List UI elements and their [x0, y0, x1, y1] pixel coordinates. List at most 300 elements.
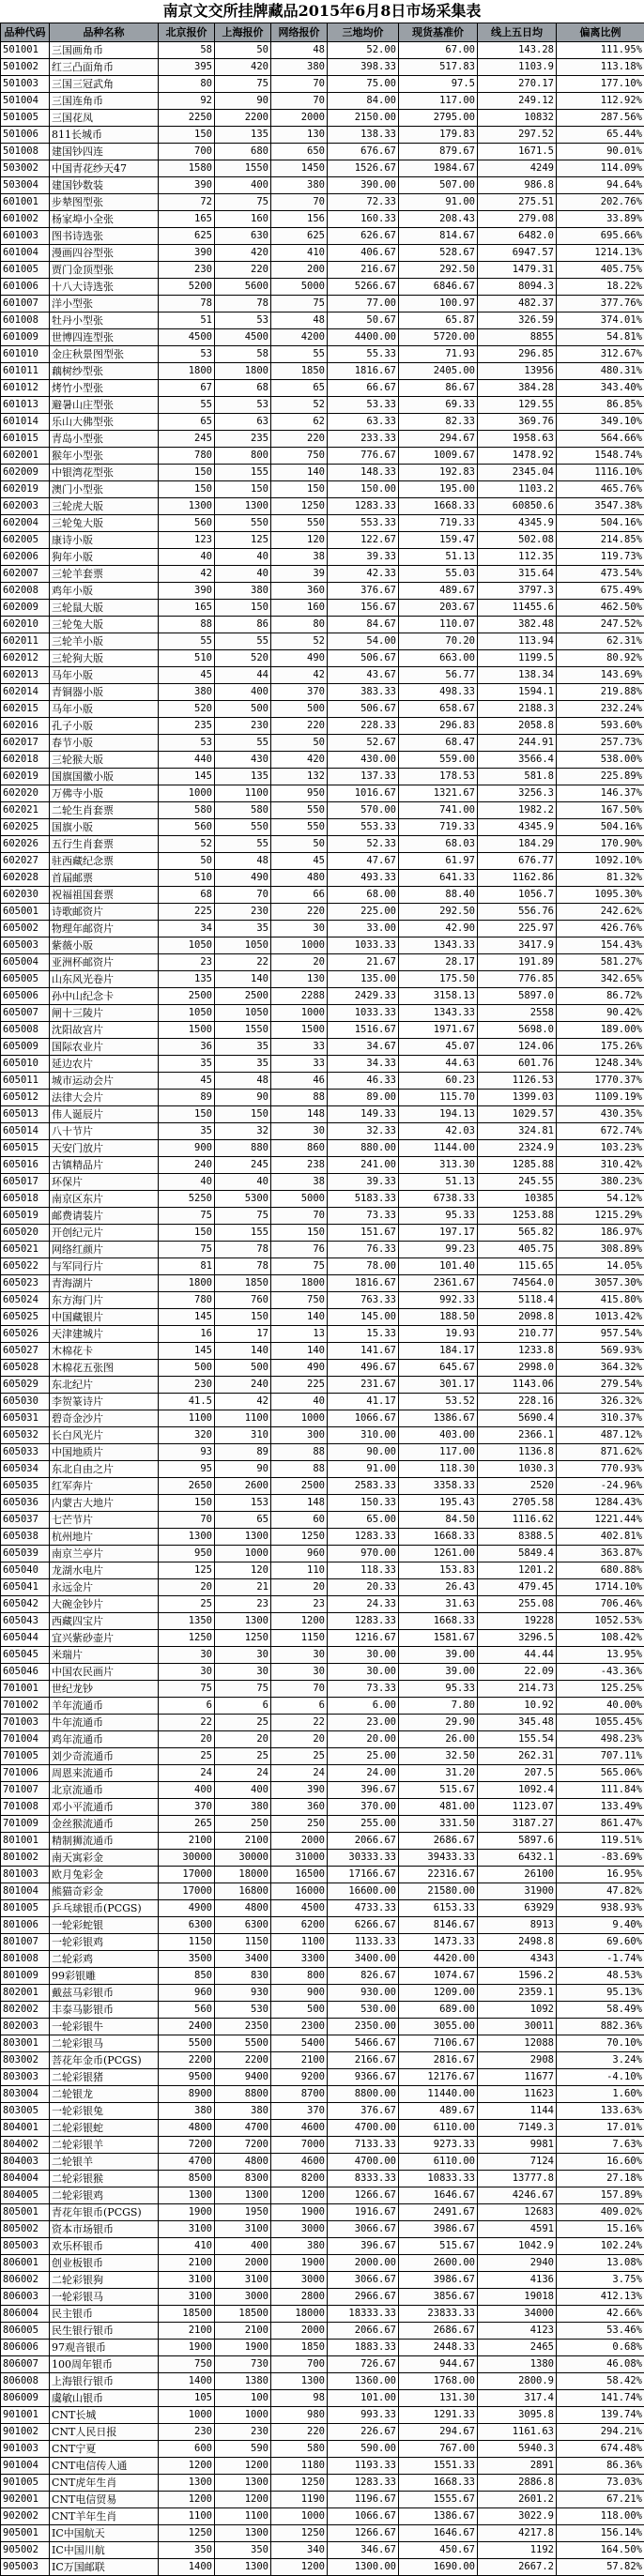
table-row [1, 414, 644, 431]
cell-base: 51.13 [399, 549, 478, 566]
cell-5day: 479.45 [478, 1579, 557, 1596]
cell-shanghai: 2600 [215, 1478, 271, 1495]
cell-deviation: 16.95% [557, 1867, 644, 1883]
cell-5day: 270.17 [478, 76, 557, 93]
cell-beijing: 370 [159, 1799, 215, 1816]
table-row [1, 667, 644, 684]
cell-avg: 506.67 [328, 701, 399, 718]
cell-code: 901005 [1, 2475, 50, 2492]
cell-shanghai: 86 [215, 617, 271, 633]
cell-5day: 384.28 [478, 380, 557, 397]
cell-code: 805001 [1, 2204, 50, 2221]
cell-deviation: 47.82% [557, 1883, 644, 1900]
cell-code: 602019 [1, 481, 50, 498]
cell-5day: 124.06 [478, 1039, 557, 1056]
cell-5day: 2324.9 [478, 1140, 557, 1157]
cell-shanghai: 4500 [215, 329, 271, 346]
cell-online: 480 [271, 870, 328, 887]
cell-shanghai: 8300 [215, 2171, 271, 2187]
cell-avg: 46.33 [328, 1073, 399, 1090]
cell-deviation: 430.35% [557, 1106, 644, 1123]
cell-base: 22316.67 [399, 1867, 478, 1883]
cell-shanghai: 1550 [215, 160, 271, 177]
cell-5day: 345.48 [478, 1715, 557, 1731]
cell-deviation: 118.00% [557, 2508, 644, 2525]
cell-code: 602001 [1, 448, 50, 465]
cell-shanghai: 40 [215, 566, 271, 583]
cell-online: 70 [271, 1208, 328, 1225]
cell-deviation: 310.37% [557, 1410, 644, 1427]
cell-beijing: 52 [159, 836, 215, 853]
cell-base: 658.67 [399, 701, 478, 718]
cell-avg: 52.00 [328, 42, 399, 59]
cell-avg: 17166.67 [328, 1867, 399, 1883]
cell-5day: 214.73 [478, 1681, 557, 1698]
table-row [1, 1546, 644, 1562]
cell-base: 1971.67 [399, 1022, 478, 1039]
cell-5day: 44.44 [478, 1647, 557, 1664]
cell-deviation: 102.24% [557, 2238, 644, 2255]
cell-name: 二轮银羊 [50, 2154, 159, 2171]
cell-name: 二轮彩银蛇 [50, 2120, 159, 2137]
cell-beijing: 2200 [159, 2052, 215, 2069]
cell-avg: 15.33 [328, 1326, 399, 1343]
cell-code: 806007 [1, 2356, 50, 2373]
cell-shanghai: 400 [215, 1782, 271, 1799]
cell-shanghai: 880 [215, 1140, 271, 1157]
cell-beijing: 3100 [159, 2289, 215, 2306]
cell-code: 806002 [1, 2272, 50, 2289]
cell-deviation: 112.92% [557, 93, 644, 110]
cell-deviation: 73.03% [557, 2475, 644, 2492]
cell-5day: 5849.4 [478, 1546, 557, 1562]
cell-5day: 1958.63 [478, 431, 557, 448]
cell-shanghai: 140 [215, 971, 271, 988]
cell-base: 101.40 [399, 1258, 478, 1275]
cell-beijing: 240 [159, 1157, 215, 1174]
cell-online: 110 [271, 1562, 328, 1579]
cell-base: 331.50 [399, 1816, 478, 1833]
cell-base: 67.00 [399, 42, 478, 59]
cell-shanghai: 520 [215, 650, 271, 667]
cell-name: 与军同行片 [50, 1258, 159, 1275]
cell-5day: 1030.3 [478, 1461, 557, 1478]
cell-base: 56.77 [399, 667, 478, 684]
table-row [1, 583, 644, 600]
cell-code: 605001 [1, 904, 50, 921]
cell-shanghai: 400 [215, 2238, 271, 2255]
cell-online: 750 [271, 1292, 328, 1309]
cell-deviation: 14.05% [557, 1258, 644, 1275]
cell-base: 663.00 [399, 650, 478, 667]
cell-online: 1200 [271, 2187, 328, 2204]
cell-beijing: 8500 [159, 2171, 215, 2187]
cell-beijing: 34 [159, 921, 215, 937]
cell-beijing: 20 [159, 1579, 215, 1596]
cell-avg: 5266.67 [328, 279, 399, 296]
cell-online: 1250 [271, 2475, 328, 2492]
cell-deviation: 480.31% [557, 363, 644, 380]
cell-shanghai: 630 [215, 228, 271, 245]
cell-online: 380 [271, 177, 328, 194]
cell-5day: 225.97 [478, 921, 557, 937]
cell-5day: 10385 [478, 1191, 557, 1208]
cell-beijing: 2100 [159, 2255, 215, 2272]
cell-deviation: 57.82% [557, 2559, 644, 2576]
cell-name: 避暑山庄型张 [50, 397, 159, 414]
cell-shanghai: 1250 [215, 1630, 271, 1647]
cell-shanghai: 125 [215, 532, 271, 549]
cell-beijing: 440 [159, 752, 215, 769]
cell-deviation: 473.54% [557, 566, 644, 583]
cell-name: 一轮彩蛇银 [50, 1917, 159, 1934]
cell-5day: 9981 [478, 2137, 557, 2154]
cell-name: 二轮彩银猴 [50, 2171, 159, 2187]
table-row [1, 127, 644, 144]
cell-online: 88 [271, 1461, 328, 1478]
cell-5day: 296.85 [478, 346, 557, 363]
cell-deviation: 1116.10% [557, 465, 644, 481]
cell-5day: 3095.8 [478, 2407, 557, 2424]
cell-base: 2686.67 [399, 1833, 478, 1850]
cell-5day: 2520 [478, 1478, 557, 1495]
cell-deviation: 680.88% [557, 1562, 644, 1579]
cell-base: 3856.67 [399, 2289, 478, 2306]
cell-base: 26.43 [399, 1579, 478, 1596]
cell-5day: 191.89 [478, 954, 557, 971]
cell-beijing: 95 [159, 1461, 215, 1478]
cell-code: 503002 [1, 160, 50, 177]
cell-name: 世纪龙钞 [50, 1681, 159, 1698]
cell-code: 605028 [1, 1360, 50, 1377]
cell-beijing: 230 [159, 1377, 215, 1394]
cell-deviation: 40.00% [557, 1698, 644, 1715]
cell-name: 羊年流通币 [50, 1698, 159, 1715]
cell-deviation: 770.93% [557, 1461, 644, 1478]
cell-name: 春节小版 [50, 735, 159, 752]
cell-deviation: 189.00% [557, 1022, 644, 1039]
cell-avg: 1216.67 [328, 1630, 399, 1647]
cell-base: 1473.33 [399, 1934, 478, 1951]
cell-base: 100.97 [399, 296, 478, 312]
table-row [1, 718, 644, 735]
cell-code: 804003 [1, 2154, 50, 2171]
cell-deviation: 1284.43% [557, 1495, 644, 1512]
table-row [1, 904, 644, 921]
cell-deviation: 175.26% [557, 1039, 644, 1056]
cell-shanghai: 100 [215, 2390, 271, 2407]
table-row [1, 1613, 644, 1630]
cell-avg: 101.00 [328, 2390, 399, 2407]
cell-code: 602030 [1, 887, 50, 904]
cell-shanghai: 150 [215, 1106, 271, 1123]
cell-avg: 78.00 [328, 1258, 399, 1275]
cell-online: 30 [271, 1123, 328, 1140]
cell-5day: 1162.86 [478, 870, 557, 887]
cell-name: 米瑞片 [50, 1647, 159, 1664]
cell-5day: 34000 [478, 2306, 557, 2323]
cell-shanghai: 55 [215, 633, 271, 650]
cell-code: 605031 [1, 1410, 50, 1427]
cell-name: 康诗小版 [50, 532, 159, 549]
cell-name: IC万国邮联 [50, 2559, 159, 2576]
table-row [1, 1562, 644, 1579]
cell-shanghai: 400 [215, 177, 271, 194]
cell-deviation: 1770.37% [557, 1073, 644, 1090]
cell-beijing: 145 [159, 1309, 215, 1326]
cell-code: 605010 [1, 1056, 50, 1073]
cell-base: 1343.33 [399, 1005, 478, 1022]
cell-name: 永远金片 [50, 1579, 159, 1596]
cell-code: 605046 [1, 1664, 50, 1681]
cell-base: 1291.33 [399, 2407, 478, 2424]
cell-name: 99彩银雕 [50, 1968, 159, 1985]
cell-deviation: 3057.30% [557, 1275, 644, 1292]
cell-avg: 1916.67 [328, 2204, 399, 2221]
cell-code: 602013 [1, 667, 50, 684]
cell-name: 国际农业片 [50, 1039, 159, 1056]
cell-shanghai: 550 [215, 819, 271, 836]
cell-beijing: 1900 [159, 2204, 215, 2221]
cell-base: 1386.67 [399, 1410, 478, 1427]
cell-name: 开创纪元片 [50, 1225, 159, 1242]
cell-avg: 52.67 [328, 735, 399, 752]
cell-online: 650 [271, 144, 328, 160]
cell-base: 1343.33 [399, 937, 478, 954]
cell-deviation: 1109.19% [557, 1090, 644, 1106]
cell-shanghai: 90 [215, 1461, 271, 1478]
cell-code: 602012 [1, 650, 50, 667]
cell-avg: 148.33 [328, 465, 399, 481]
cell-online: 16000 [271, 1883, 328, 1900]
cell-shanghai: 220 [215, 262, 271, 279]
cell-name: 杨家埠小全张 [50, 211, 159, 228]
cell-base: 6153.33 [399, 1900, 478, 1917]
cell-name: 藕树纱型张 [50, 363, 159, 380]
cell-shanghai: 140 [215, 1343, 271, 1360]
cell-name: 闸十三陵片 [50, 1005, 159, 1022]
cell-name: 万佛寺小版 [50, 785, 159, 802]
cell-5day: 7124 [478, 2154, 557, 2171]
cell-name: 狗年小版 [50, 549, 159, 566]
cell-deviation: 1013.42% [557, 1309, 644, 1326]
cell-code: 605038 [1, 1529, 50, 1546]
cell-name: 青花年银币(PCGS) [50, 2204, 159, 2221]
cell-deviation: 581.27% [557, 954, 644, 971]
cell-deviation: 65.44% [557, 127, 644, 144]
table-row [1, 1258, 644, 1275]
cell-shanghai: 21 [215, 1579, 271, 1596]
cell-beijing: 135 [159, 971, 215, 988]
cell-code: 605042 [1, 1596, 50, 1613]
cell-shanghai: 53 [215, 312, 271, 329]
cell-beijing: 80 [159, 76, 215, 93]
cell-shanghai: 78 [215, 1242, 271, 1258]
table-row [1, 1292, 644, 1309]
cell-name: 中国地质片 [50, 1444, 159, 1461]
table-row [1, 228, 644, 245]
cell-shanghai: 380 [215, 2103, 271, 2120]
cell-5day: 1029.57 [478, 1106, 557, 1123]
cell-base: 3986.67 [399, 2272, 478, 2289]
cell-online: 80 [271, 617, 328, 633]
cell-code: 701009 [1, 1816, 50, 1833]
cell-beijing: 30 [159, 1664, 215, 1681]
cell-online: 65 [271, 380, 328, 397]
cell-deviation: 133.49% [557, 1799, 644, 1816]
cell-base: 294.67 [399, 2424, 478, 2441]
cell-avg: 41.17 [328, 1394, 399, 1410]
table-row [1, 42, 644, 59]
cell-5day: 565.82 [478, 1225, 557, 1242]
cell-beijing: 1200 [159, 2458, 215, 2475]
cell-name: 二轮彩银马 [50, 2035, 159, 2052]
table-row [1, 363, 644, 380]
cell-beijing: 1900 [159, 2340, 215, 2356]
cell-online: 62 [271, 414, 328, 431]
cell-shanghai: 430 [215, 752, 271, 769]
cell-name: 洋小型张 [50, 296, 159, 312]
cell-code: 806004 [1, 2306, 50, 2323]
cell-code: 802001 [1, 1985, 50, 2002]
table-row [1, 93, 644, 110]
cell-base: 2405.00 [399, 363, 478, 380]
cell-online: 25 [271, 1748, 328, 1765]
cell-deviation: 103.23% [557, 1140, 644, 1157]
cell-beijing: 3500 [159, 1951, 215, 1968]
cell-name: 诗歌邮资片 [50, 904, 159, 921]
cell-code: 601012 [1, 380, 50, 397]
table-row [1, 279, 644, 296]
cell-shanghai: 1200 [215, 2492, 271, 2508]
cell-online: 1000 [271, 937, 328, 954]
cell-avg: 570.00 [328, 802, 399, 819]
cell-avg: 2150.00 [328, 110, 399, 127]
table-row [1, 498, 644, 515]
cell-beijing: 235 [159, 718, 215, 735]
cell-code: 601010 [1, 346, 50, 363]
cell-base: 42.90 [399, 921, 478, 937]
cell-deviation: 326.32% [557, 1394, 644, 1410]
cell-name: 图书诗选张 [50, 228, 159, 245]
cell-base: 84.50 [399, 1512, 478, 1529]
cell-name: 一轮彩银兔 [50, 2103, 159, 2120]
cell-name: 三国连角币 [50, 93, 159, 110]
table-row [1, 2492, 644, 2508]
cell-name: 一轮彩银牛 [50, 2019, 159, 2035]
cell-shanghai: 2100 [215, 2323, 271, 2340]
cell-deviation: 170.90% [557, 836, 644, 853]
cell-deviation: 405.75% [557, 262, 644, 279]
cell-code: 905003 [1, 2559, 50, 2576]
table-row [1, 1225, 644, 1242]
table-row [1, 2508, 644, 2525]
cell-5day: 2465 [478, 2340, 557, 2356]
table-row [1, 211, 644, 228]
cell-online: 130 [271, 971, 328, 988]
cell-name: 三国三冠武角 [50, 76, 159, 93]
cell-base: 296.83 [399, 718, 478, 735]
cell-shanghai: 1200 [215, 2458, 271, 2475]
cell-name: 三轮鼠大版 [50, 600, 159, 617]
cell-base: 159.47 [399, 532, 478, 549]
table-row [1, 1123, 644, 1140]
cell-5day: 5897.6 [478, 1833, 557, 1850]
cell-code: 605006 [1, 988, 50, 1005]
cell-online: 75 [271, 1258, 328, 1275]
cell-5day: 63929 [478, 1900, 557, 1917]
cell-name: 中银湾花型张 [50, 465, 159, 481]
cell-base: 1646.67 [399, 2187, 478, 2204]
table-row [1, 921, 644, 937]
cell-code: 701003 [1, 1715, 50, 1731]
cell-5day: 3417.9 [478, 937, 557, 954]
cell-deviation: 62.31% [557, 633, 644, 650]
table-row [1, 2187, 644, 2204]
cell-online: 1800 [271, 1275, 328, 1292]
table-row [1, 2221, 644, 2238]
cell-code: 801008 [1, 1951, 50, 1968]
cell-avg: 156.67 [328, 600, 399, 617]
cell-base: 1984.67 [399, 160, 478, 177]
cell-name: 三轮兔大版 [50, 515, 159, 532]
cell-name: 七芒节片 [50, 1512, 159, 1529]
table-row [1, 76, 644, 93]
cell-5day: 2891 [478, 2458, 557, 2475]
cell-shanghai: 1050 [215, 1005, 271, 1022]
table-row [1, 2272, 644, 2289]
cell-5day: 12088 [478, 2035, 557, 2052]
cell-5day: 3797.3 [478, 583, 557, 600]
cell-base: 29.90 [399, 1715, 478, 1731]
cell-avg: 225.00 [328, 904, 399, 921]
cell-name: 延边农片 [50, 1056, 159, 1073]
cell-deviation: 186.97% [557, 1225, 644, 1242]
cell-name: 二轮生肖套票 [50, 802, 159, 819]
cell-avg: 1883.33 [328, 2340, 399, 2356]
cell-beijing: 3100 [159, 2272, 215, 2289]
cell-5day: 1056.7 [478, 887, 557, 904]
cell-online: 48 [271, 42, 328, 59]
cell-deviation: 15.16% [557, 2221, 644, 2238]
cell-beijing: 4800 [159, 2120, 215, 2137]
cell-shanghai: 20 [215, 1731, 271, 1748]
cell-deviation: 504.16% [557, 819, 644, 836]
cell-base: 1144.00 [399, 1140, 478, 1157]
cell-base: 7106.67 [399, 2035, 478, 2052]
cell-online: 88 [271, 1444, 328, 1461]
cell-base: 292.50 [399, 904, 478, 921]
cell-online: 2500 [271, 1478, 328, 1495]
cell-name: 民主银币 [50, 2306, 159, 2323]
cell-base: 301.17 [399, 1377, 478, 1394]
cell-base: 1646.67 [399, 2525, 478, 2542]
table-row [1, 2086, 644, 2103]
cell-deviation: 402.81% [557, 1529, 644, 1546]
cell-deviation: 114.09% [557, 160, 644, 177]
cell-base: 10833.33 [399, 2171, 478, 2187]
cell-beijing: 390 [159, 177, 215, 194]
table-row [1, 1461, 644, 1478]
cell-code: 602028 [1, 870, 50, 887]
cell-code: 601014 [1, 414, 50, 431]
cell-deviation: 415.80% [557, 1292, 644, 1309]
cell-deviation: 377.76% [557, 296, 644, 312]
cell-5day: 2098.8 [478, 1309, 557, 1326]
cell-5day: 1671.5 [478, 144, 557, 160]
table-row [1, 380, 644, 397]
table-row [1, 549, 644, 566]
